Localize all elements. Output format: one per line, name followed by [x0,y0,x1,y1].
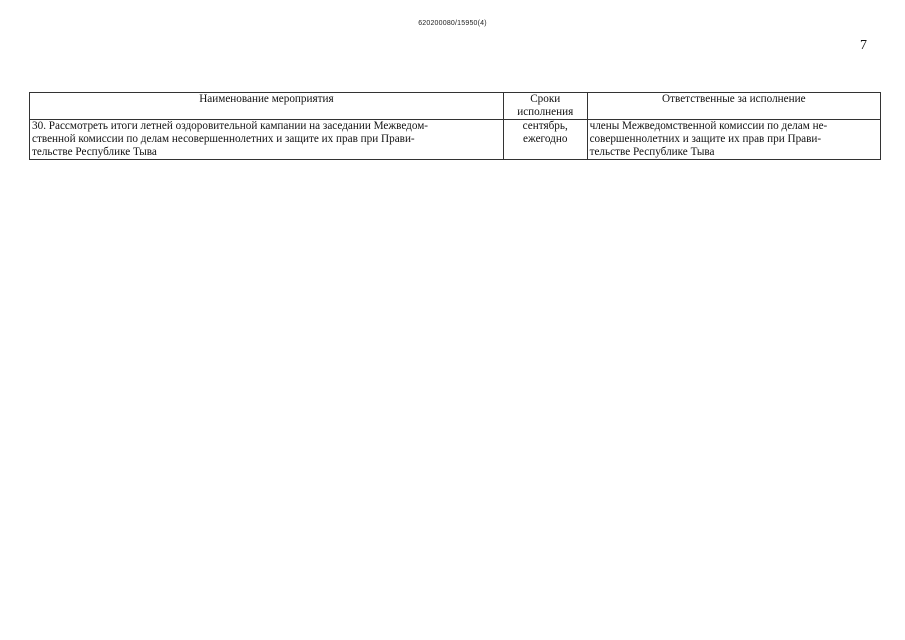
event-text-line: 30. Рассмотреть итоги летней оздоровительной кампании на заседании Межведом- [32,120,429,132]
plan-table [29,92,881,160]
header-responsible-label: Ответственные за исполнение [662,93,806,105]
responsible-text-line: тельстве Республике Тыва [589,146,715,158]
header-event [30,93,504,120]
header-term-label-line1: Сроки [530,93,561,105]
responsible-text-line: совершеннолетних и защите их прав при Прави- [589,133,822,145]
responsible-text-line: члены Межведомственной комиссии по делам не- [589,120,828,132]
document-code: 620200080/15950(4) [418,20,487,27]
header-term [503,93,587,120]
header-event-label: Наименование мероприятия [199,93,334,105]
cell-term [503,120,587,160]
cell-event [30,120,504,160]
header-term-label-line2: исполнения [517,106,574,118]
table-row [30,120,881,160]
page-number: 7 [860,38,867,53]
term-text-line: ежегодно [523,133,568,145]
term-text-line: сентябрь, [522,120,568,132]
cell-responsible [587,120,880,160]
table-header-row [30,93,881,120]
event-text-line: тельстве Республике Тыва [32,146,157,158]
event-text-line: ственной комиссии по делам несовершеннолетних и защите их прав при Прави- [32,133,415,145]
header-responsible [587,93,880,120]
